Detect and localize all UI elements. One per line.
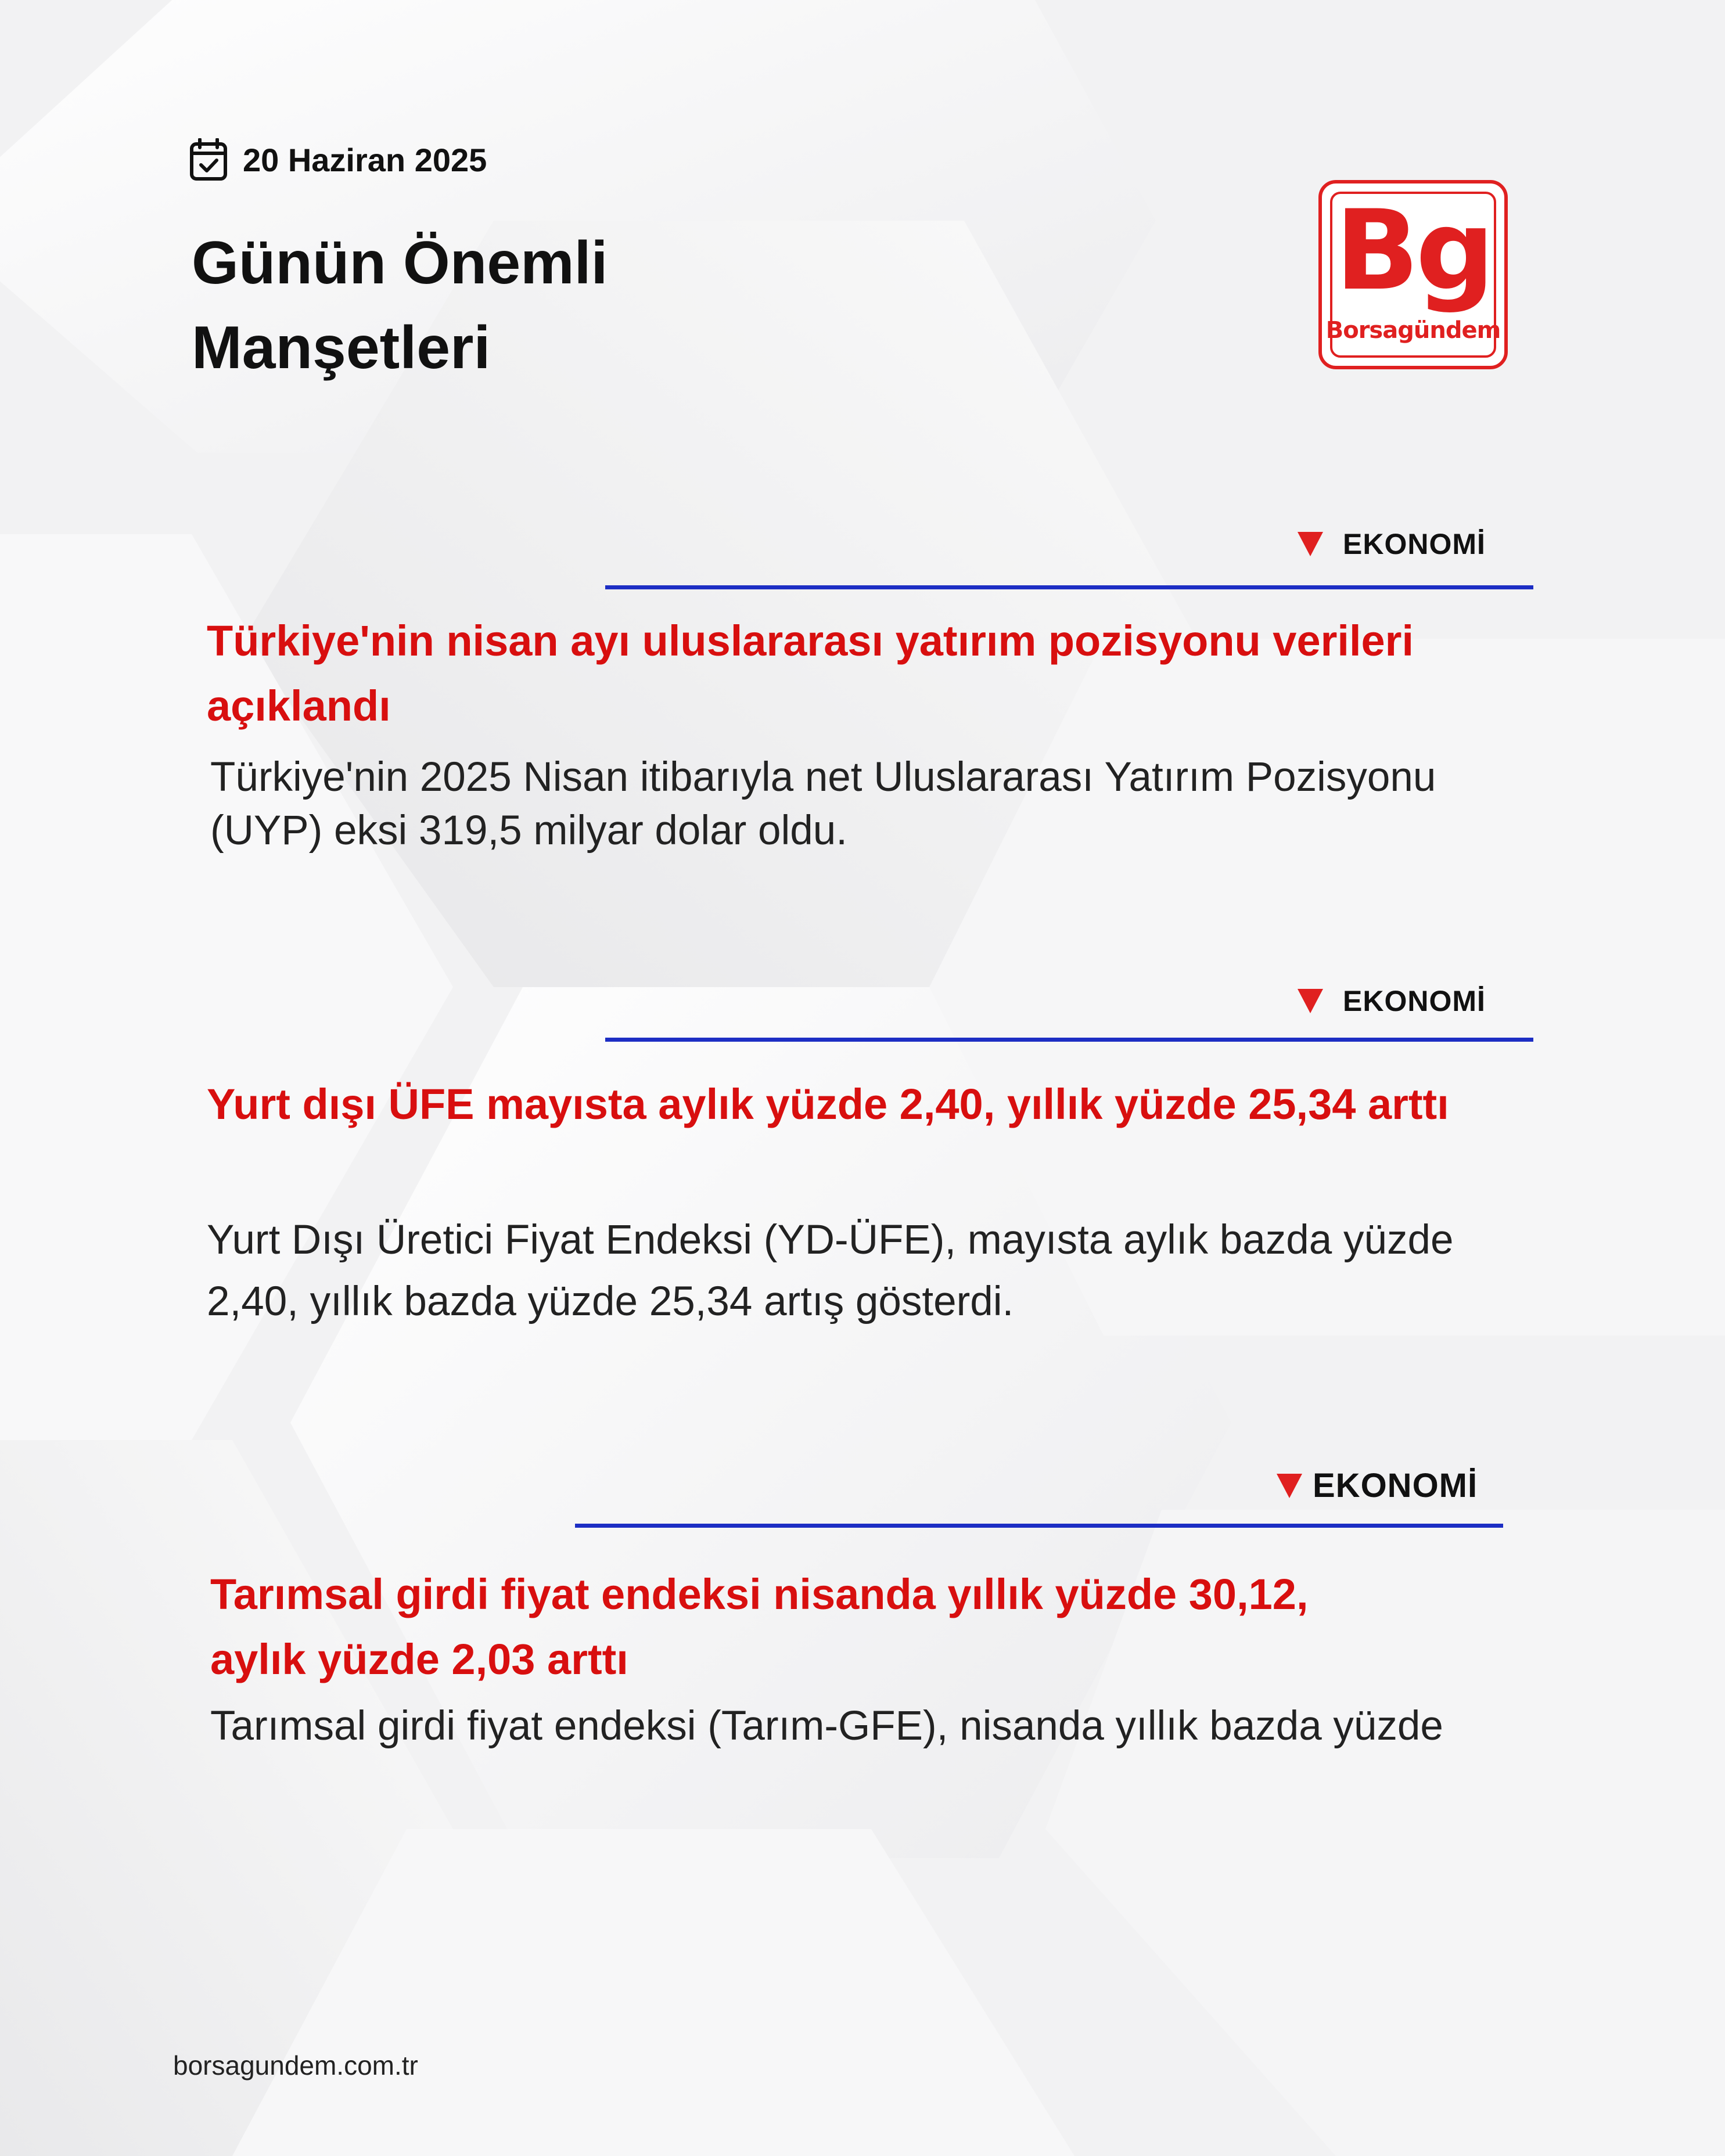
category-label-3 bbox=[1277, 1466, 1478, 1505]
triangle-down-icon bbox=[1298, 989, 1323, 1013]
section-divider bbox=[605, 1038, 1533, 1042]
logo-brand-name: Borsagündem bbox=[1325, 317, 1501, 344]
brand-logo bbox=[1318, 180, 1508, 369]
article-summary-3: Tarımsal girdi fiyat endeksi (Tarım-GFE), nisanda yıllık bazda yüzde bbox=[210, 1703, 1443, 1749]
article-summary-2: Yurt Dışı Üretici Fiyat Endeksi (YD-ÜFE), mayısta aylık bazda yüzde 2,40, yıllık bazda yüzde 25,34 artış gösterdi. bbox=[207, 1217, 1454, 1324]
date-row bbox=[189, 138, 487, 181]
category-label-1 bbox=[1298, 527, 1486, 561]
triangle-down-icon bbox=[1298, 532, 1323, 556]
date-text: 20 Haziran 2025 bbox=[243, 141, 487, 178]
category-text: EKONOMİ bbox=[1313, 1467, 1478, 1504]
logo-letters: Bg bbox=[1335, 186, 1492, 315]
article-headline-2[interactable]: Yurt dışı ÜFE mayısta aylık yüzde 2,40, yıllık yüzde 25,34 arttı bbox=[207, 1080, 1449, 1128]
section-divider bbox=[575, 1524, 1503, 1528]
page-title: Günün Önemli Manşetleri bbox=[192, 229, 608, 381]
category-text: EKONOMİ bbox=[1343, 985, 1486, 1017]
calendar-icon bbox=[189, 138, 228, 181]
article-summary-1: Türkiye'nin 2025 Nisan itibarıyla net Uluslararası Yatırım Pozisyonu (UYP) eksi 319,5 milyar dolar oldu. bbox=[210, 754, 1436, 854]
category-text: EKONOMİ bbox=[1343, 528, 1486, 560]
website-url[interactable]: borsagundem.com.tr bbox=[173, 2050, 418, 2081]
section-divider bbox=[605, 585, 1533, 589]
category-label-2 bbox=[1298, 984, 1486, 1018]
triangle-down-icon bbox=[1277, 1474, 1302, 1498]
article-headline-3[interactable]: Tarımsal girdi fiyat endeksi nisanda yıllık yüzde 30,12, aylık yüzde 2,03 arttı bbox=[210, 1570, 1309, 1683]
article-headline-1[interactable]: Türkiye'nin nisan ayı uluslararası yatırım pozisyonu verileri açıklandı bbox=[207, 617, 1414, 730]
